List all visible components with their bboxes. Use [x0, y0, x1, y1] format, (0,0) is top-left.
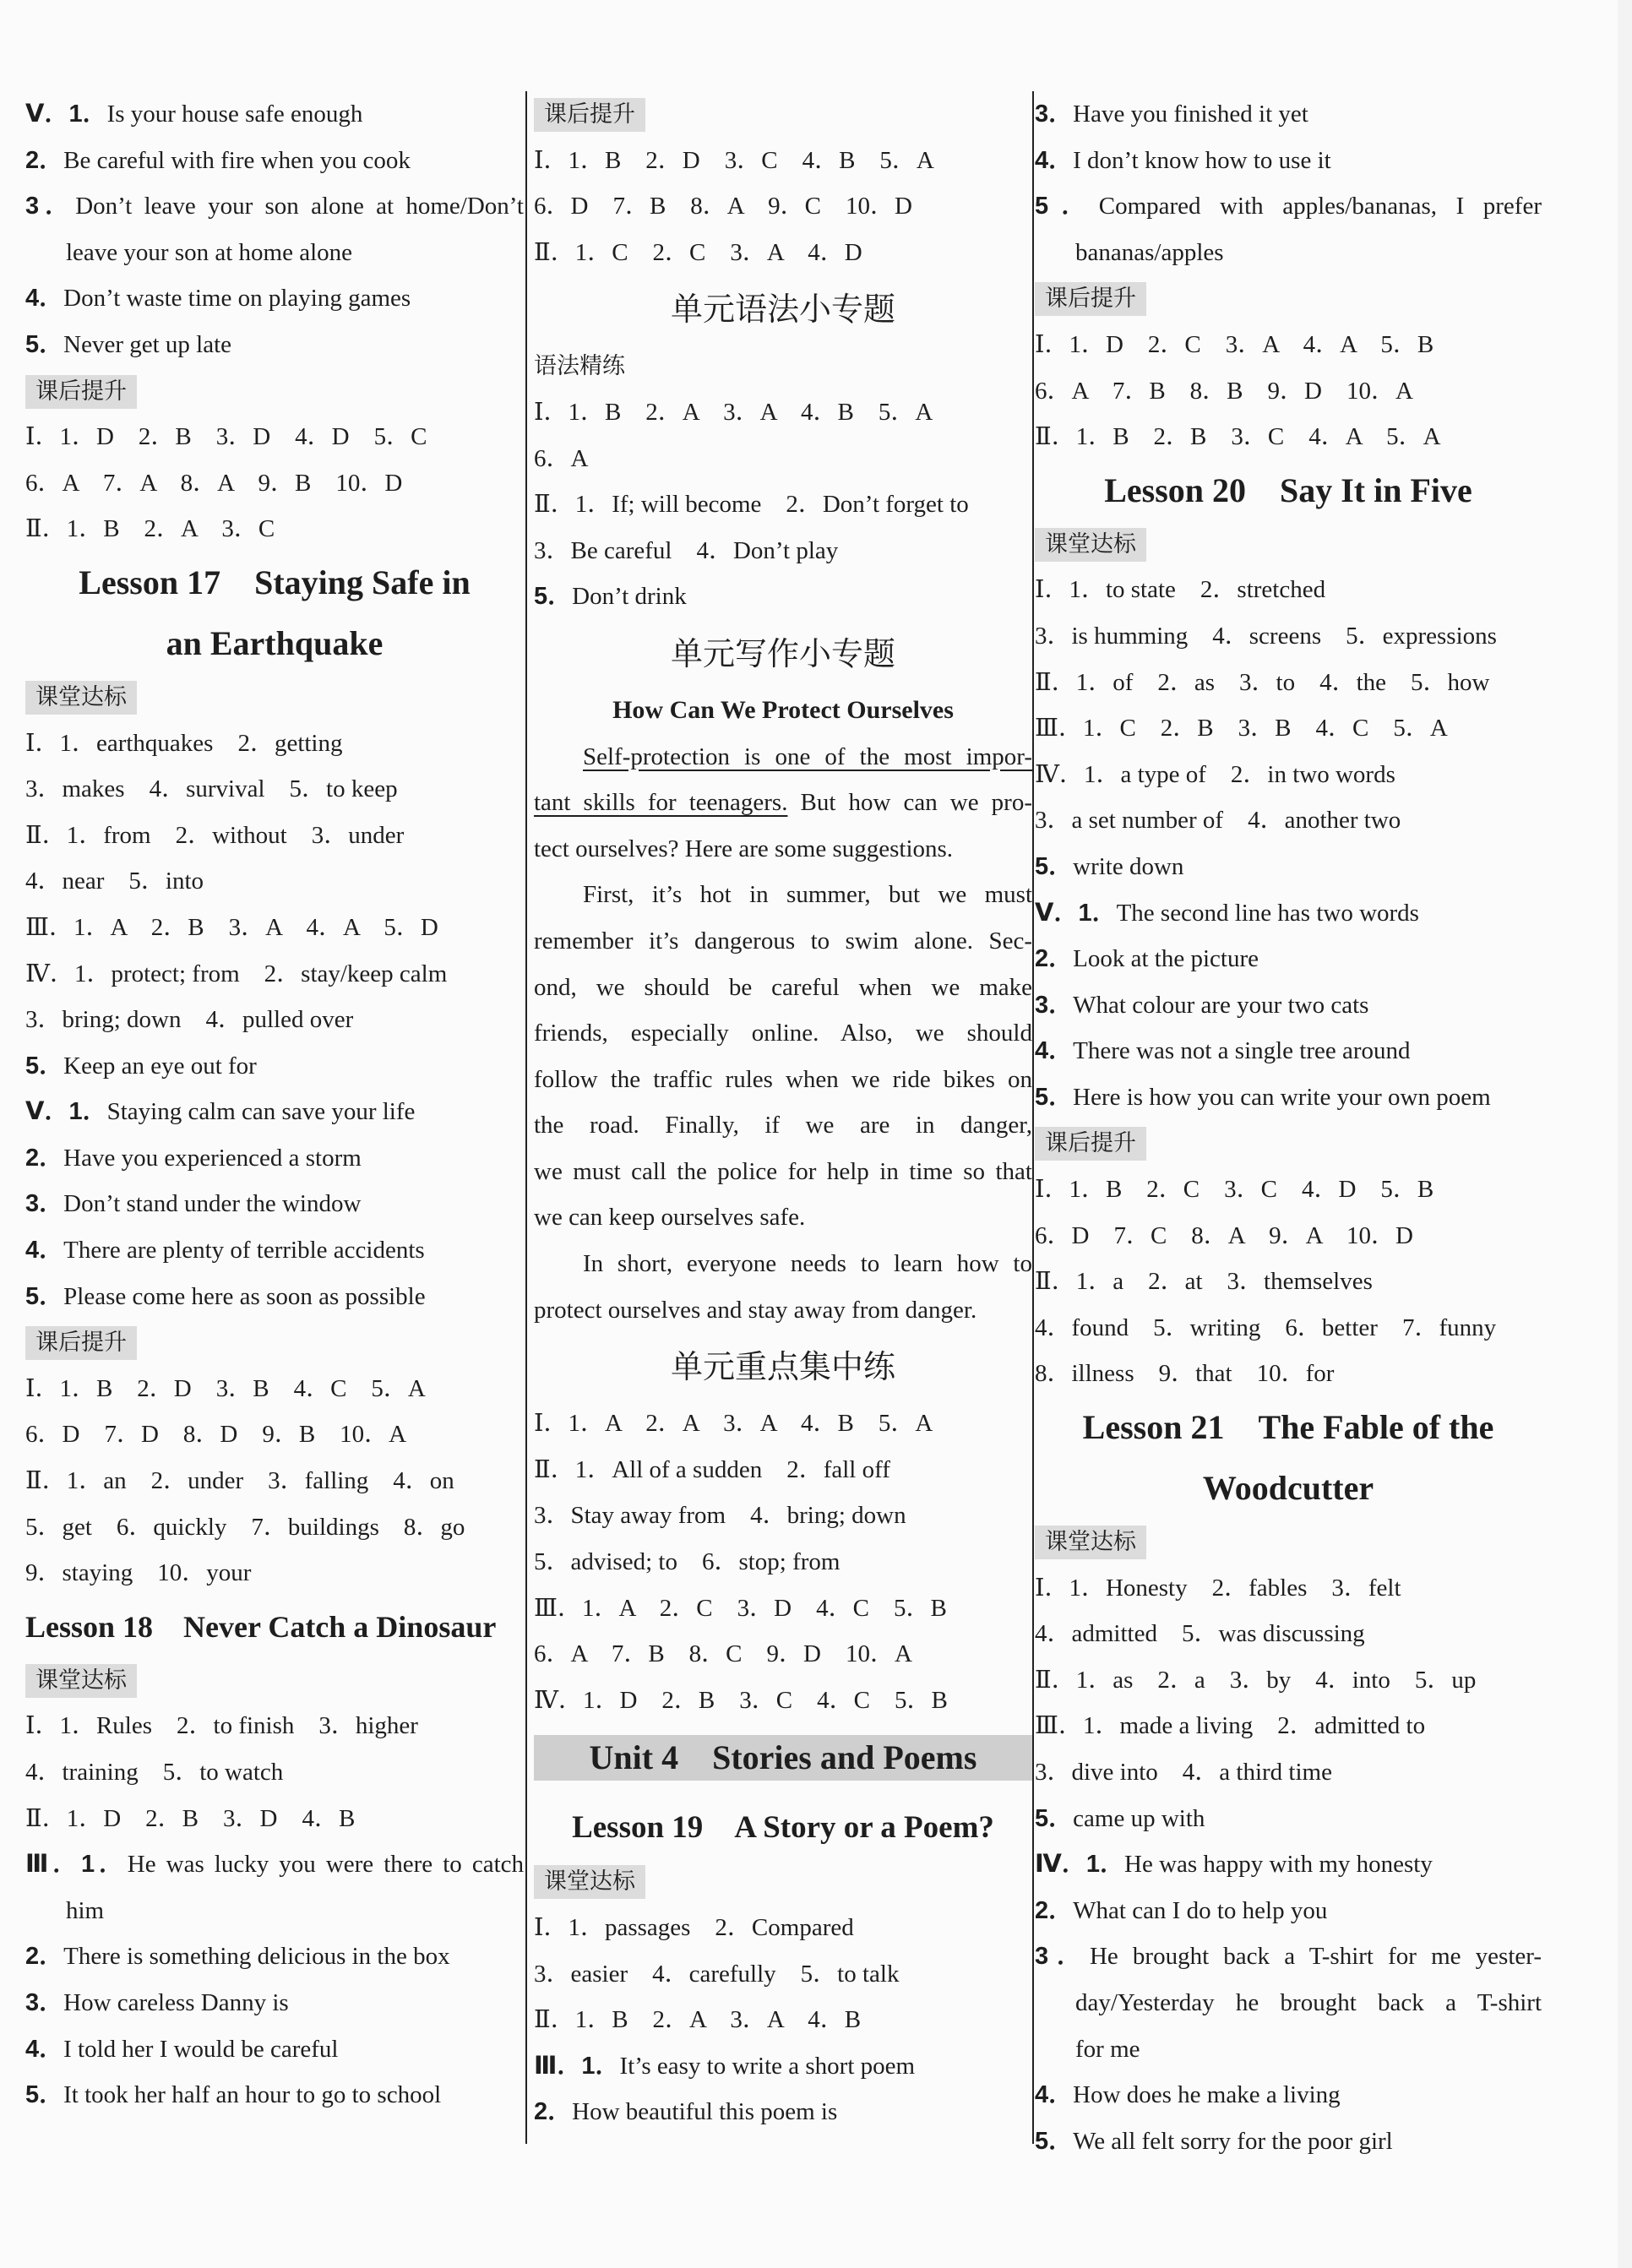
column-2 — [534, 91, 1032, 2135]
lesson-title: Lesson 17 Staying Safe in — [79, 563, 471, 601]
answer-line: 5．Here is how you can write your own poem — [1035, 1083, 1491, 1111]
section-title: 单元语法小专题 — [670, 291, 895, 329]
essay-line: the road. Finally, if we are in danger, — [534, 1112, 1032, 1139]
answer-line: day/Yesterday he brought back a T-shirt — [1075, 1988, 1542, 2016]
section-tag: 课堂达标 — [1035, 521, 1542, 568]
unit-banner: Unit 4 Stories and Poems — [534, 1735, 1032, 1781]
section-tag: 课堂达标 — [1035, 1519, 1542, 1565]
section-subtitle: 语法精练 — [534, 353, 625, 380]
answer-line: Ⅰ．1．B 2．A 3．A 4．B 5．A — [534, 398, 933, 426]
lesson-title: Lesson 18 Never Catch a Dinosaur — [25, 1609, 497, 1644]
essay-line: follow the traffic rules when we ride bikes on — [534, 1065, 1032, 1093]
answer-line: 3．Have you finished it yet — [1035, 101, 1308, 128]
answer-line: 6．D 7．D 8．D 9．B 10．A — [25, 1421, 407, 1449]
answer-line: 3．What colour are your two cats — [1035, 991, 1369, 1019]
answer-line: 3．makes 4．survival 5．to keep — [25, 775, 398, 803]
answer-line: 4．admitted 5．was discussing — [1035, 1620, 1365, 1648]
answer-line: 5．Never get up late — [25, 330, 232, 358]
answer-line: Ⅰ．1．earthquakes 2．getting — [25, 729, 343, 757]
answer-line: Ⅲ．1．A 2．B 3．A 4．A 5．D — [25, 913, 438, 941]
answer-line: Ⅱ．1．B 2．B 3．C 4．A 5．A — [1035, 423, 1441, 451]
essay-line: tant skills for teenagers. But how can we pro- — [534, 789, 1032, 817]
answer-line: Ⅴ．1．The second line has two words — [1035, 899, 1419, 927]
answer-line: Ⅲ．1．A 2．C 3．D 4．C 5．B — [534, 1594, 947, 1622]
answer-line: 6．D 7．B 8．A 9．C 10．D — [534, 193, 912, 220]
essay-title: How Can We Protect Ourselves — [612, 695, 954, 724]
answer-line: 2．What can I do to help you — [1035, 1896, 1328, 1924]
answer-line: 5．Compared with apples/bananas, I prefer — [1035, 193, 1542, 220]
answer-line: 2．Be careful with fire when you cook — [25, 146, 411, 174]
answer-line: 8．illness 9．that 10．for — [1035, 1360, 1335, 1388]
answer-line: 5．We all felt sorry for the poor girl — [1035, 2127, 1393, 2155]
answer-line: Ⅳ．1．He was happy with my honesty — [1035, 1851, 1433, 1879]
answer-line: Ⅰ．1．Honesty 2．fables 3．felt — [1035, 1574, 1401, 1602]
answer-line: Ⅱ．1．C 2．C 3．A 4．D — [534, 238, 862, 266]
lesson-title: Lesson 19 A Story or a Poem? — [572, 1810, 994, 1846]
section-tag: 课堂达标 — [25, 1657, 524, 1704]
answer-line: Ⅱ．1．B 2．A 3．A 4．B — [534, 2006, 862, 2034]
answer-line: 2．How beautiful this poem is — [534, 2098, 838, 2126]
answer-line: Ⅰ．1．Rules 2．to finish 3．higher — [25, 1712, 418, 1740]
answer-line: Ⅴ．1．Staying calm can save your life — [25, 1098, 416, 1126]
answer-line: 3．He brought back a T-shirt for me yester- — [1035, 1943, 1542, 1971]
essay-line: tect ourselves? Here are some suggestions. — [534, 835, 954, 862]
answer-line: 5．advised; to 6．stop; from — [534, 1548, 840, 1576]
essay-line: protect ourselves and stay away from danger. — [534, 1296, 977, 1324]
column-1 — [25, 91, 524, 2118]
essay-line: First, it’s hot in summer, but we must — [583, 881, 1032, 909]
answer-line: Ⅱ．1．as 2．a 3．by 4．into 5．up — [1035, 1666, 1477, 1694]
answer-line: Ⅲ．1．C 2．B 3．B 4．C 5．A — [1035, 715, 1448, 742]
answer-line: 9．staying 10．your — [25, 1559, 252, 1587]
essay-line: friends, especially online. Also, we should — [534, 1020, 1032, 1047]
answer-line: 4．training 5．to watch — [25, 1759, 284, 1786]
answer-line: 5．Don’t drink — [534, 583, 687, 611]
answer-line: Ⅰ．1．passages 2．Compared — [534, 1914, 854, 1941]
answer-line: 6．A 7．B 8．C 9．D 10．A — [534, 1640, 912, 1668]
answer-line: 4．There was not a single tree around — [1035, 1037, 1411, 1065]
answer-line: Ⅰ．1．to state 2．stretched — [1035, 576, 1326, 604]
answer-line: Ⅰ．1．D 2．B 3．D 4．D 5．C — [25, 423, 427, 451]
answer-line: 5．came up with — [1035, 1804, 1205, 1832]
essay-line: Self-protection is one of the most impor- — [583, 742, 1032, 770]
answer-line: 5．write down — [1035, 852, 1184, 880]
answer-line: 3．Don’t leave your son alone at home/Don’t — [25, 193, 524, 220]
answer-line: Ⅱ．1．D 2．B 3．D 4．B — [25, 1804, 356, 1832]
answer-line: 4．How does he make a living — [1035, 2081, 1341, 2109]
answer-line: 3．a set number of 4．another two — [1035, 807, 1401, 835]
section-tag: 课堂达标 — [25, 674, 524, 721]
answer-line: 3．Stay away from 4．bring; down — [534, 1502, 906, 1530]
answer-line: Ⅳ．1．a type of 2．in two words — [1035, 760, 1395, 788]
answer-line: 6．A 7．A 8．A 9．B 10．D — [25, 469, 403, 497]
answer-line: 3．Don’t stand under the window — [25, 1190, 362, 1218]
answer-line: Ⅱ．1．of 2．as 3．to 4．the 5．how — [1035, 668, 1490, 696]
essay-line: we can keep ourselves safe. — [534, 1204, 806, 1232]
answer-line: Ⅰ．1．D 2．C 3．A 4．A 5．B — [1035, 330, 1434, 358]
answer-line: Ⅴ．1．Is your house safe enough — [25, 101, 363, 128]
answer-line: Ⅰ．1．B 2．D 3．C 4．B 5．A — [534, 146, 934, 174]
answer-line: 4．There are plenty of terrible accidents — [25, 1237, 425, 1265]
answer-line: 3．bring; down 4．pulled over — [25, 1006, 354, 1034]
section-tag: 课后提升 — [534, 91, 1032, 138]
answer-line: 5．get 6．quickly 7．buildings 8．go — [25, 1513, 465, 1541]
answer-line: Ⅲ．1．It’s easy to write a short poem — [534, 2052, 916, 2080]
lesson-title: Lesson 21 The Fable of the — [1082, 1408, 1494, 1447]
answer-line: for me — [1075, 2035, 1140, 2063]
answer-line: Ⅳ．1．protect; from 2．stay/keep calm — [25, 960, 448, 987]
answer-line: 2．There is something delicious in the box — [25, 1943, 450, 1971]
section-title: 单元写作小专题 — [670, 634, 895, 672]
answer-line: 6．D 7．C 8．A 9．A 10．D — [1035, 1221, 1413, 1249]
answer-line: Ⅱ．1．from 2．without 3．under — [25, 821, 405, 849]
answer-line: 5．It took her half an hour to go to school — [25, 2081, 442, 2109]
answer-line: 3．dive into 4．a third time — [1035, 1759, 1332, 1786]
answer-line: bananas/apples — [1075, 238, 1224, 266]
answer-line: 6．A 7．B 8．B 9．D 10．A — [1035, 377, 1413, 405]
section-tag: 课后提升 — [25, 1319, 524, 1366]
answer-line: 5．Please come here as soon as possible — [25, 1282, 426, 1310]
section-title: 单元重点集中练 — [670, 1348, 895, 1386]
answer-line: 4．near 5．into — [25, 867, 204, 895]
answer-line: 3．Be careful 4．Don’t play — [534, 536, 839, 564]
answer-line: Ⅲ．1．made a living 2．admitted to — [1035, 1712, 1426, 1740]
answer-line: Ⅰ．1．B 2．C 3．C 4．D 5．B — [1035, 1176, 1434, 1204]
answer-line: leave your son at home alone — [66, 238, 353, 266]
answer-line: him — [66, 1896, 105, 1924]
answer-line: 6．A — [534, 444, 589, 472]
answer-line: 4．I don’t know how to use it — [1035, 146, 1331, 174]
answer-line: Ⅱ．1．B 2．A 3．C — [25, 515, 275, 543]
answer-line: 4．Don’t waste time on playing games — [25, 285, 411, 313]
section-tag: 课后提升 — [25, 368, 524, 415]
section-tag: 课后提升 — [1035, 1120, 1542, 1167]
answer-line: Ⅲ．1．He was lucky you were there to catch — [25, 1851, 525, 1879]
column-divider — [1032, 91, 1034, 2144]
answer-line: 3．How careless Danny is — [25, 1988, 289, 2016]
essay-line: In short, everyone needs to learn how to — [583, 1250, 1032, 1278]
essay-line: remember it’s dangerous to swim alone. Sec- — [534, 927, 1032, 955]
answer-line: 5．Keep an eye out for — [25, 1052, 257, 1080]
essay-line: ond, we should be careful when we make — [534, 973, 1032, 1001]
lesson-title: Woodcutter — [1202, 1469, 1374, 1508]
column-3 — [1035, 91, 1542, 2164]
answer-line: Ⅰ．1．B 2．D 3．B 4．C 5．A — [25, 1374, 426, 1402]
answer-line: 2．Have you experienced a storm — [25, 1144, 362, 1172]
lesson-title: Lesson 20 Say It in Five — [1104, 470, 1472, 509]
answer-line: Ⅳ．1．D 2．B 3．C 4．C 5．B — [534, 1686, 948, 1714]
answer-line: 3．easier 4．carefully 5．to talk — [534, 1960, 900, 1988]
essay-line: we must call the police for help in time so that — [534, 1157, 1032, 1185]
answer-line: Ⅱ．1．a 2．at 3．themselves — [1035, 1268, 1373, 1296]
section-tag: 课堂达标 — [534, 1858, 1032, 1905]
section-tag: 课后提升 — [1035, 275, 1542, 322]
answer-line: Ⅰ．1．A 2．A 3．A 4．B 5．A — [534, 1410, 933, 1438]
answer-line: 4．found 5．writing 6．better 7．funny — [1035, 1313, 1497, 1341]
answer-line: 2．Look at the picture — [1035, 945, 1259, 973]
answer-line: 4．I told her I would be careful — [25, 2035, 339, 2063]
column-divider — [525, 91, 527, 2144]
answer-line: Ⅱ．1．an 2．under 3．falling 4．on — [25, 1467, 454, 1495]
answer-line: Ⅱ．1．All of a sudden 2．fall off — [534, 1455, 890, 1483]
lesson-title: an Earthquake — [166, 623, 384, 662]
answer-line: Ⅱ．1．If; will become 2．Don’t forget to — [534, 491, 969, 519]
answer-line: 3．is humming 4．screens 5．expressions — [1035, 622, 1497, 650]
